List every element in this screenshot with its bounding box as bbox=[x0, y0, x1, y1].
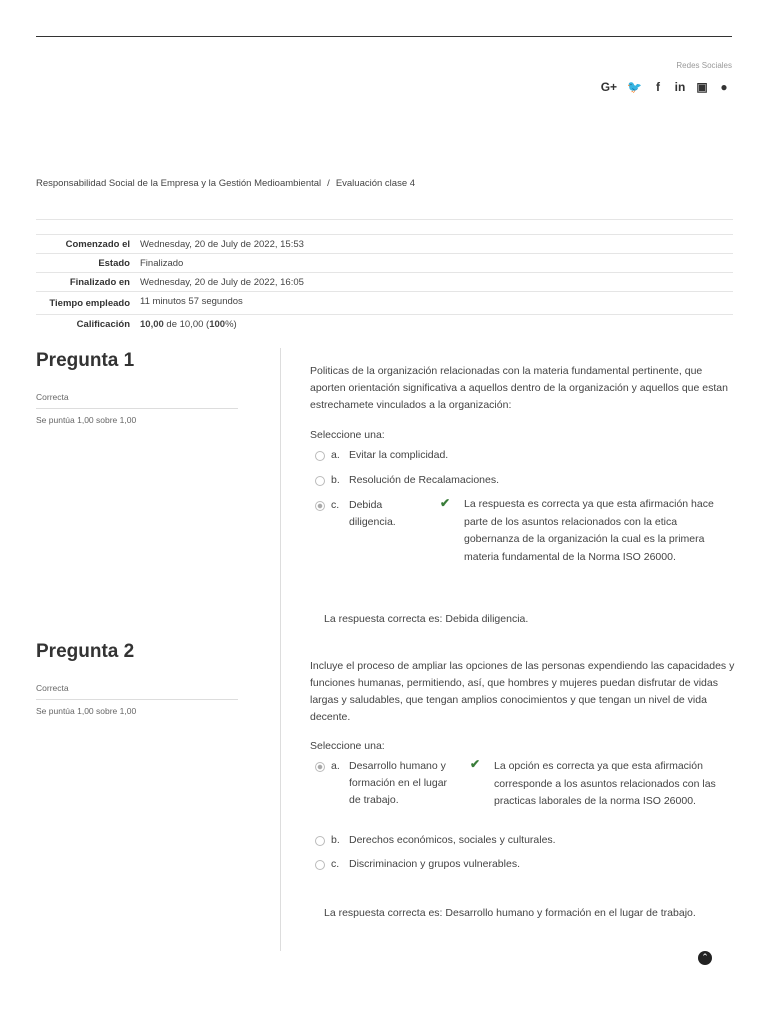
answer-option-selected[interactable] bbox=[315, 497, 419, 531]
column-divider bbox=[280, 348, 281, 951]
summary-label: Finalizado en bbox=[69, 277, 130, 288]
option-letter: c. bbox=[331, 499, 340, 511]
youtube-icon[interactable]: ▣ bbox=[696, 80, 708, 94]
chevron-up-icon: ⌃ bbox=[701, 952, 709, 962]
answer-option[interactable] bbox=[315, 832, 556, 849]
attempt-summary bbox=[36, 219, 733, 333]
breadcrumb-separator: / bbox=[327, 178, 330, 189]
right-answer: La respuesta correcta es: Debida diligencia. bbox=[324, 613, 529, 625]
question-info bbox=[36, 641, 238, 716]
scroll-to-top-button[interactable] bbox=[698, 951, 712, 965]
radio-button[interactable] bbox=[315, 836, 325, 846]
option-letter: b. bbox=[331, 834, 340, 846]
answer-option-selected[interactable] bbox=[315, 758, 461, 809]
option-letter: a. bbox=[331, 760, 340, 772]
summary-value bbox=[140, 315, 733, 333]
question-title: Pregunta 1 bbox=[36, 350, 135, 371]
checkmark-icon: ✔ bbox=[470, 757, 481, 771]
answer-option[interactable] bbox=[315, 856, 520, 873]
option-label: Derechos económicos, sociales y culturales. bbox=[349, 834, 556, 846]
question-prompt: Seleccione una: bbox=[310, 740, 385, 752]
option-label: Debida diligencia. bbox=[349, 499, 396, 528]
option-label: Resolución de Recalamaciones. bbox=[349, 474, 499, 486]
radio-button-selected[interactable] bbox=[315, 501, 325, 511]
summary-label: Tiempo empleado bbox=[49, 298, 130, 309]
question-state: Correcta bbox=[36, 683, 238, 700]
checkmark-icon: ✔ bbox=[440, 496, 451, 510]
social-icons bbox=[601, 80, 730, 94]
summary-value: Wednesday, 20 de July de 2022, 15:53 bbox=[140, 239, 304, 250]
breadcrumb-course[interactable]: Responsabilidad Social de la Empresa y la Gestión Medioambiental bbox=[36, 178, 322, 189]
question-title: Pregunta 2 bbox=[36, 641, 135, 662]
question-info bbox=[36, 350, 238, 425]
globe-icon[interactable]: ● bbox=[720, 80, 728, 94]
option-letter: b. bbox=[331, 474, 340, 486]
grade-mid: de 10,00 ( bbox=[163, 319, 210, 330]
summary-label: Comenzado el bbox=[65, 239, 130, 250]
option-letter: c. bbox=[331, 858, 340, 870]
grade-end: %) bbox=[225, 319, 237, 330]
summary-row bbox=[36, 234, 733, 253]
question-text: Politicas de la organización relacionadas con la materia fundamental pertinente, que aporten orientación significativa a aquellos dentro de la organización y aquellos que estan estrechamete vinculados a la organización: bbox=[310, 365, 728, 411]
summary-row bbox=[36, 314, 733, 333]
right-answer: La respuesta correcta es: Desarrollo humano y formación en el lugar de trabajo. bbox=[324, 907, 696, 919]
summary-row bbox=[36, 291, 733, 314]
option-label: Evitar la complicidad. bbox=[349, 449, 449, 461]
linkedin-icon[interactable]: in bbox=[674, 80, 686, 94]
facebook-icon[interactable]: f bbox=[656, 80, 660, 94]
answer-option[interactable] bbox=[315, 447, 448, 464]
summary-label: Calificación bbox=[76, 319, 130, 330]
twitter-icon[interactable]: 🐦 bbox=[627, 80, 642, 94]
option-label: Discriminacion y grupos vulnerables. bbox=[349, 858, 520, 870]
social-title: Redes Sociales bbox=[676, 61, 732, 70]
breadcrumb bbox=[36, 178, 415, 189]
summary-value: Finalizado bbox=[140, 258, 184, 269]
question-grade: Se puntúa 1,00 sobre 1,00 bbox=[36, 706, 137, 716]
question-grade: Se puntúa 1,00 sobre 1,00 bbox=[36, 415, 137, 425]
summary-row bbox=[36, 253, 733, 272]
summary-row bbox=[36, 272, 733, 291]
summary-value: 11 minutos 57 segundos bbox=[140, 296, 243, 307]
summary-label: Estado bbox=[98, 258, 130, 269]
breadcrumb-page[interactable]: Evaluación clase 4 bbox=[335, 178, 416, 189]
grade-value: 10,00 bbox=[140, 319, 164, 330]
radio-button-selected[interactable] bbox=[315, 762, 325, 772]
answer-option[interactable] bbox=[315, 472, 499, 489]
google-plus-icon[interactable]: G+ bbox=[600, 80, 618, 94]
question-prompt: Seleccione una: bbox=[310, 429, 385, 441]
radio-button[interactable] bbox=[315, 476, 325, 486]
option-label: Desarrollo humano y formación en el lugar de trabajo. bbox=[349, 760, 448, 806]
option-feedback: La respuesta es correcta ya que esta afirmación hace parte de los asuntos relacionados con la etica gobernanza de la organización la cual es la primera materia fundamental de la Norma ISO 26000. bbox=[464, 498, 714, 563]
grade-percent: 100 bbox=[209, 319, 226, 330]
summary-value: Wednesday, 20 de July de 2022, 16:05 bbox=[140, 277, 304, 288]
top-divider bbox=[36, 36, 732, 37]
radio-button[interactable] bbox=[315, 451, 325, 461]
question-text: Incluye el proceso de ampliar las opciones de las personas expendiendo las capacidades y funciones humanas, permitiendo, así, que hombres y mujeres puedan disfrutar de vidas largas y saludables, que tengan amplios conocimientos y que tengan un nivel de vida decente. bbox=[310, 660, 735, 723]
option-letter: a. bbox=[331, 449, 340, 461]
question-state: Correcta bbox=[36, 392, 238, 409]
option-feedback: La opción es correcta ya que esta afirmación corresponde a los asuntos relacionados con las practicas laborales de la norma ISO 26000. bbox=[494, 760, 716, 807]
radio-button[interactable] bbox=[315, 860, 325, 870]
